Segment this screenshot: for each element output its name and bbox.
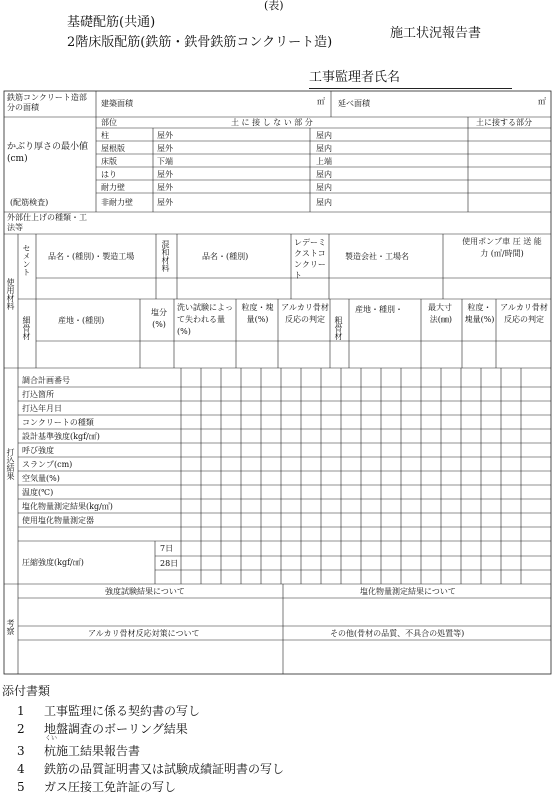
- cover-pos-b: 屋内: [316, 183, 332, 192]
- building-area-label: 建築面積: [101, 99, 133, 108]
- attachment-item: 杭施工結果報告書: [44, 744, 141, 758]
- coarse-aggregate-label: 粗骨材: [334, 316, 343, 340]
- pump-capacity-header: 使用ポンプ車 圧 送 能 力 (㎥/時間): [462, 237, 542, 258]
- fine-aggregate-label: 細骨材: [22, 316, 31, 340]
- alkali-remarks-header: アルカリ骨材反応対策について: [88, 629, 200, 638]
- cover-part: 非耐力壁: [101, 198, 133, 207]
- floor-area-label: 延べ面積: [338, 99, 370, 108]
- attachment-item: ガス圧接工免許証の写し: [44, 780, 177, 794]
- attachment-no: 5: [17, 780, 25, 794]
- fine-origin-header: 産地・(種別): [58, 316, 105, 325]
- alkali-header-coarse: アルカリ骨材反応の判定: [500, 303, 548, 324]
- cover-pos-b: 屋内: [316, 198, 332, 207]
- attachment-item: 工事監理に係る契約書の写し: [44, 704, 201, 718]
- building-area-field[interactable]: [185, 95, 313, 113]
- cover-pos-a: 屋外: [157, 131, 173, 140]
- salt-header: 塩分(%): [151, 308, 167, 329]
- placement-label: 打込結果: [6, 448, 15, 480]
- attachment-no: 3: [17, 744, 25, 758]
- remarks-label: 考察: [6, 619, 15, 635]
- cover-pos-a: 下端: [157, 157, 173, 166]
- cement-label: セメント: [22, 244, 31, 276]
- cover-part: 耐力壁: [101, 183, 125, 192]
- day28-label: 28日: [160, 559, 179, 568]
- exterior-label: 外部仕上げの種類・工法等: [7, 213, 87, 232]
- title-line1: 基礎配筋(共通): [67, 15, 156, 30]
- cover-pos-b: 屋内: [316, 170, 332, 179]
- attachment-ruby: くい: [45, 735, 58, 742]
- building-area-unit: ㎡: [317, 97, 325, 106]
- cover-pos-a: 屋外: [157, 183, 173, 192]
- cover-pos-a: 屋外: [157, 198, 173, 207]
- strength-remarks-header: 強度試験結果について: [105, 587, 185, 596]
- inspection-label: (配筋検査): [10, 198, 49, 207]
- admixture-name-header: 品名・(種別): [202, 252, 249, 261]
- attachment-no: 2: [17, 722, 25, 736]
- readymix-maker-header: 製造会社・工場名: [345, 252, 409, 261]
- placement-row-label: 打込箇所: [22, 390, 54, 399]
- no-ground-header: 土 に 接 し な い 部 分: [231, 118, 313, 127]
- other-remarks-header: その他(骨材の品質、不具合の処置等): [330, 629, 465, 638]
- max-size-header: 最大寸法(㎜): [428, 303, 452, 324]
- cover-part: 柱: [101, 131, 109, 140]
- attachments-title: 添付書類: [2, 684, 51, 698]
- placement-row-label: 温度(℃): [22, 488, 54, 497]
- title-line2: 2階床版配筋(鉄筋・鉄骨鉄筋コンクリート造): [67, 35, 333, 50]
- placement-row-label: 設計基準強度(kgf/㎠): [22, 432, 100, 441]
- floor-area-unit: ㎡: [538, 97, 546, 106]
- alkali-remarks-field[interactable]: [20, 642, 281, 672]
- floor-area-field[interactable]: [380, 95, 535, 113]
- cover-pos-b: 屋内: [316, 144, 332, 153]
- grain-header-fine: 粒度・塊量(%): [241, 303, 274, 324]
- alkali-header-fine: アルカリ骨材反応の判定: [281, 303, 329, 324]
- placement-row-label: スランプ(cm): [22, 460, 73, 469]
- cover-part: 床版: [101, 157, 117, 166]
- cover-pos-a: 屋外: [157, 170, 173, 179]
- cover-part: 屋根版: [101, 144, 125, 153]
- admixture-label: 混和材料: [161, 240, 170, 272]
- attachment-item: 鉄筋の品質証明書又は試験成績証明書の写し: [44, 762, 285, 776]
- placement-row-label: コンクリートの種類: [22, 418, 94, 427]
- supervisor-label: 工事監理者氏名: [309, 70, 401, 85]
- exterior-field[interactable]: [96, 214, 548, 232]
- cover-pos-b: 上端: [316, 157, 332, 166]
- ground-header: 土に接する部分: [476, 118, 532, 127]
- attachment-no: 1: [17, 704, 25, 718]
- report-title: 施工状況報告書: [390, 26, 482, 41]
- cover-label: かぶり厚さの最小値(cm): [7, 142, 89, 164]
- chloride-remarks-field[interactable]: [285, 600, 549, 624]
- day7-label: 7日: [160, 544, 174, 553]
- cement-name-header: 品名・(種別)・製造工場: [48, 252, 135, 261]
- other-remarks-field[interactable]: [285, 642, 549, 672]
- placement-row-label: 呼び強度: [22, 446, 54, 455]
- attachment-item: 地盤調査のボーリング結果: [44, 722, 188, 736]
- placement-row-label: 塩化物量測定結果(kg/㎥): [22, 502, 113, 511]
- readymix-label: レデーミクストコンクリート: [294, 238, 326, 280]
- table-mark: (表): [264, 0, 284, 12]
- cover-pos-b: 屋内: [316, 131, 332, 140]
- cover-pos-a: 屋外: [157, 144, 173, 153]
- coarse-origin-header: 産地・種別・: [355, 305, 403, 314]
- grain-header-coarse: 粒度・塊量(%): [464, 303, 495, 324]
- compressive-strength-label: 圧縮強度(kgf/㎠): [22, 558, 84, 567]
- cover-part: はり: [101, 170, 117, 179]
- rc-area-label: 鉄筋コンクリート造部分の面積: [7, 93, 87, 112]
- wash-test-header: 洗い試験によって失われる量(%): [177, 303, 233, 336]
- placement-row-label: 使用塩化物量測定器: [22, 516, 94, 525]
- materials-label: 使用材料: [6, 278, 15, 310]
- chloride-remarks-header: 塩化物量測定結果について: [360, 587, 456, 596]
- placement-row-label: 調合計画番号: [22, 376, 70, 385]
- attachment-no: 4: [17, 762, 25, 776]
- placement-row-label: 空気量(%): [22, 474, 60, 483]
- part-header: 部位: [101, 118, 117, 127]
- strength-remarks-field[interactable]: [20, 600, 281, 624]
- placement-row-label: 打込年月日: [22, 404, 62, 413]
